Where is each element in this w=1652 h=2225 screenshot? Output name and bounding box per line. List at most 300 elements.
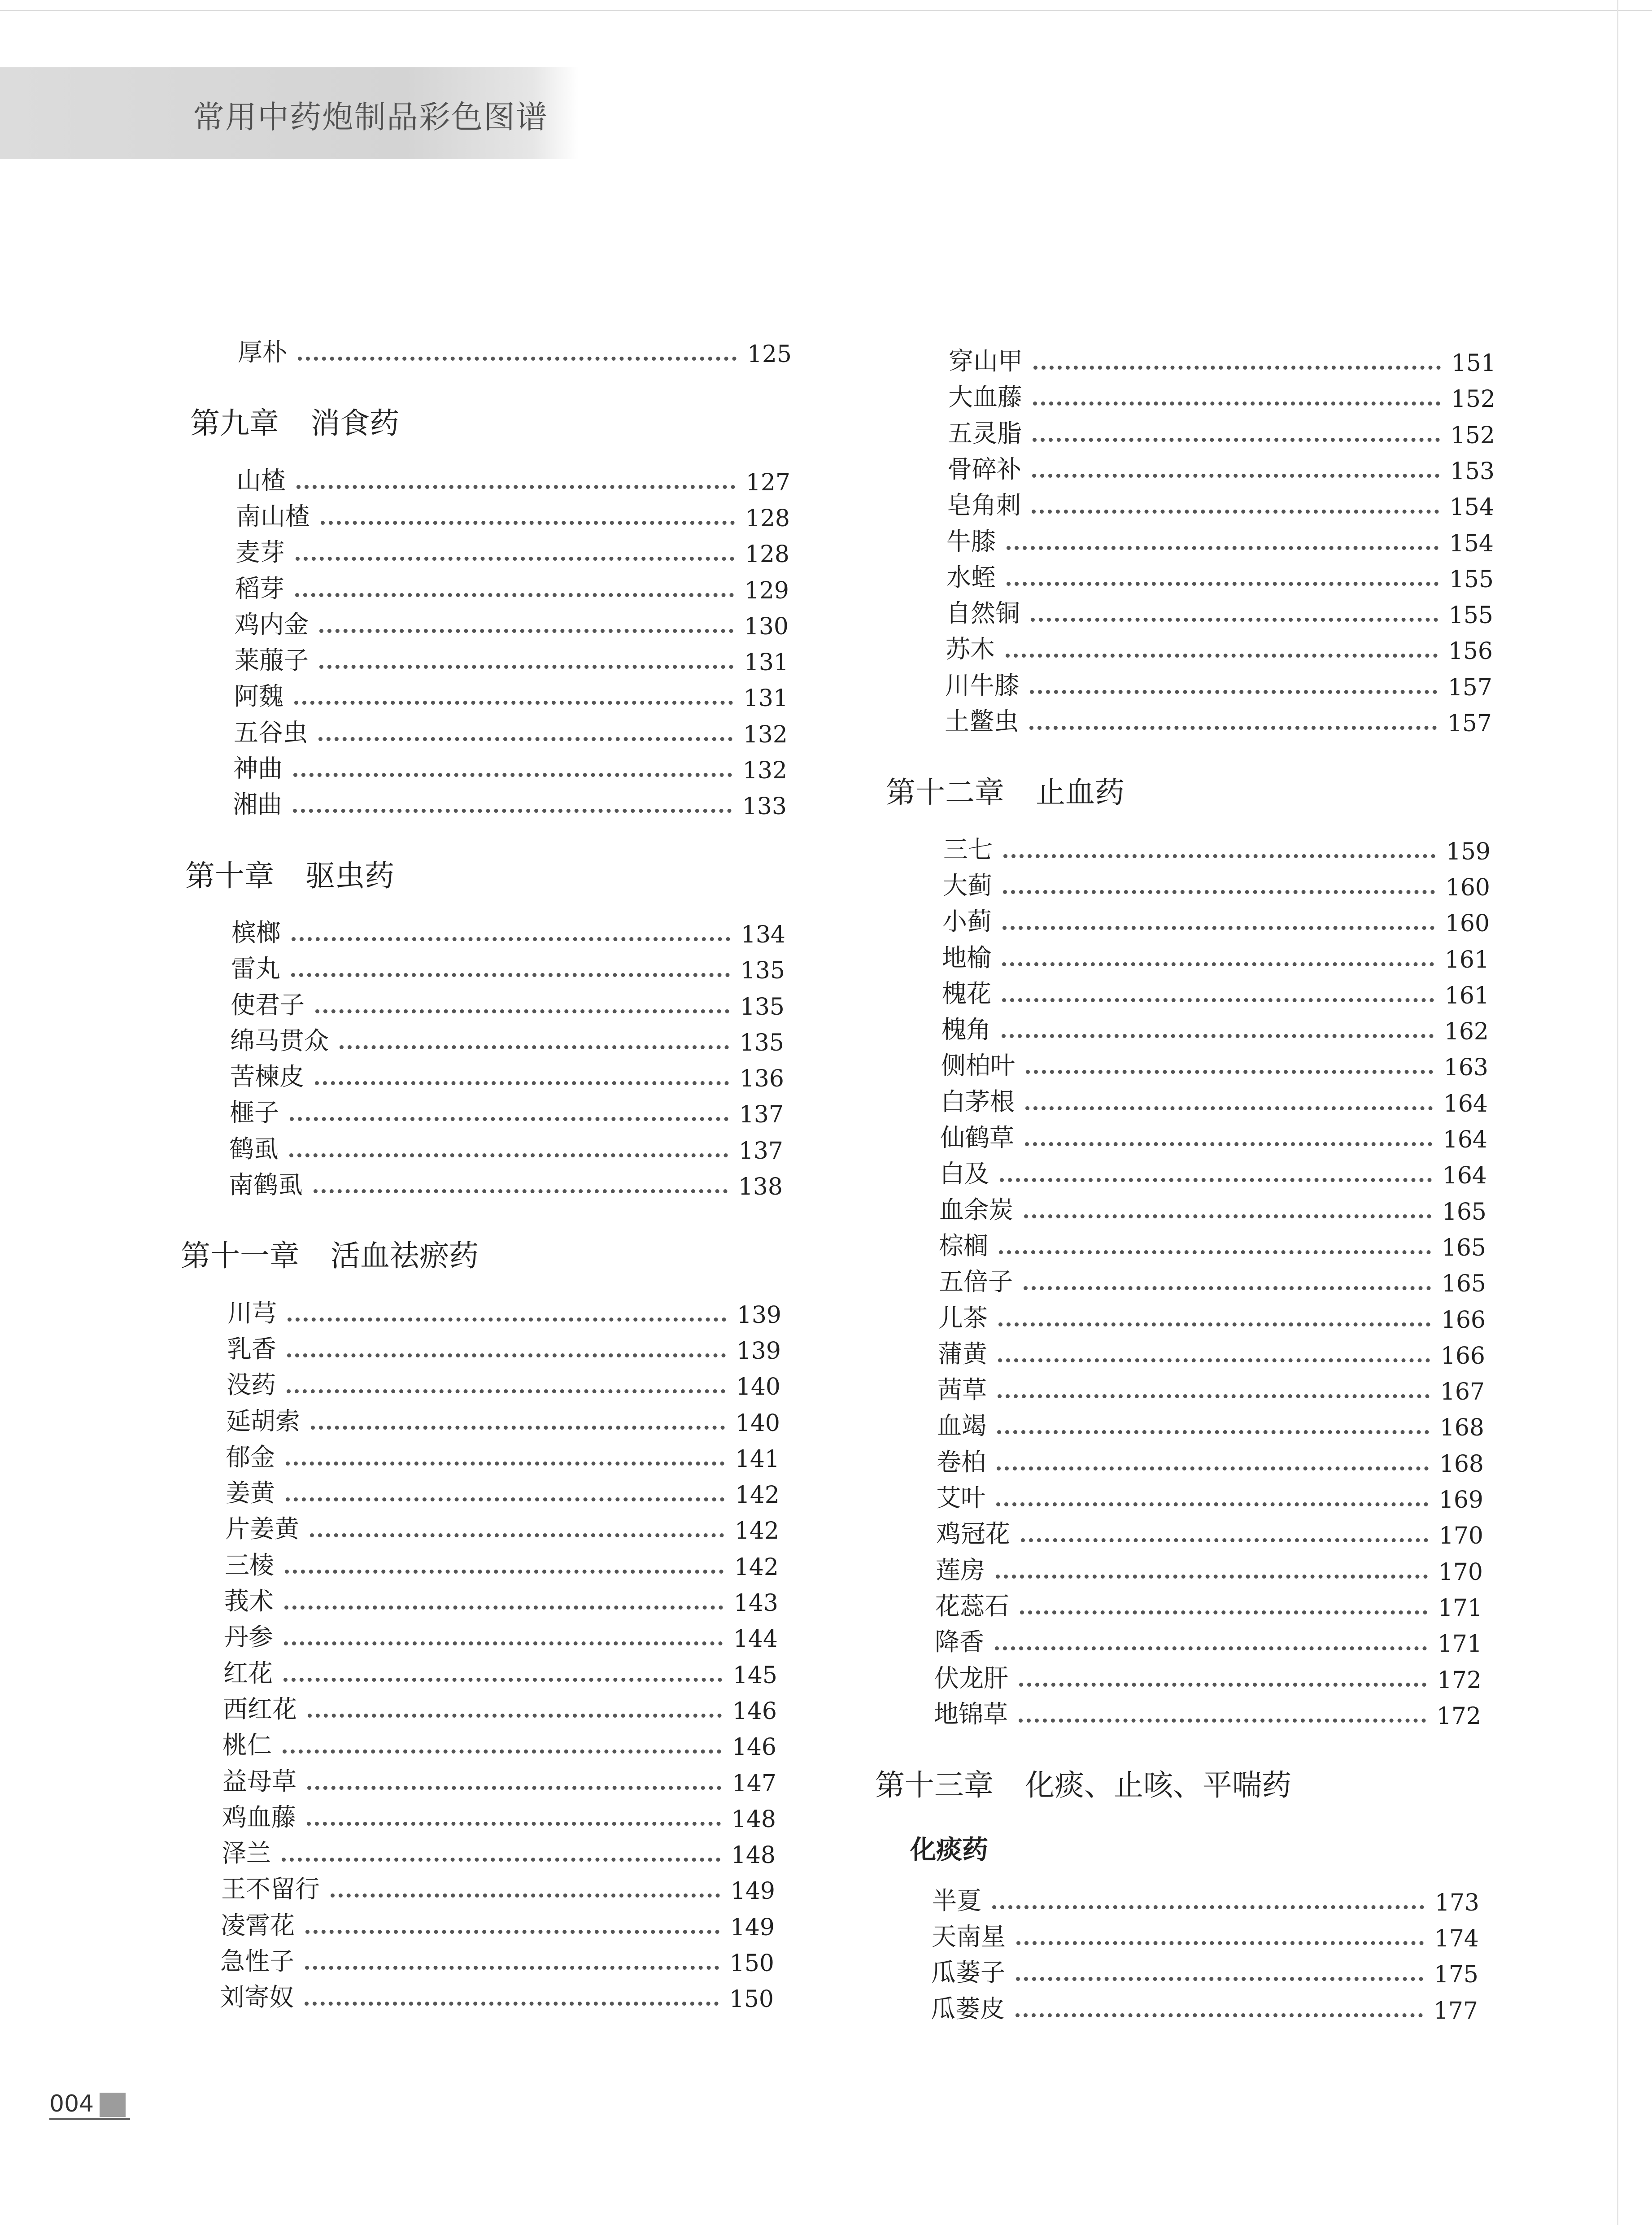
toc-entry — [936, 1514, 1483, 1549]
entry-page-number: 139 — [736, 1337, 781, 1365]
entry-name: 鸡冠花 — [936, 1519, 1011, 1549]
entry-name: 红花 — [223, 1658, 273, 1688]
chapter-title: 消食药 — [310, 406, 399, 441]
entry-page-number: 159 — [1446, 838, 1491, 865]
entry-name: 五谷虫 — [234, 718, 308, 747]
entry-page-number: 157 — [1447, 674, 1492, 701]
toc-entry — [227, 1329, 781, 1365]
dot-leader — [308, 1714, 722, 1718]
toc-entry — [945, 665, 1492, 701]
entry-name: 天南星 — [932, 1922, 1006, 1951]
entry-page-number: 137 — [738, 1137, 783, 1165]
toc-entry — [943, 865, 1490, 901]
entry-name: 白茅根 — [941, 1087, 1015, 1116]
entry-name: 花蕊石 — [935, 1591, 1010, 1620]
entry-page-number: 135 — [739, 1029, 784, 1056]
entry-name: 片姜黄 — [225, 1514, 300, 1544]
toc-entry — [937, 1370, 1485, 1405]
dot-leader — [290, 1117, 728, 1121]
dot-leader — [284, 1641, 723, 1645]
entry-page-number: 155 — [1448, 602, 1493, 629]
toc-entry — [238, 332, 792, 368]
entry-name: 水蛭 — [946, 563, 996, 592]
entry-page-number: 125 — [747, 341, 792, 368]
entry-name: 榧子 — [230, 1098, 279, 1127]
entry-name: 蒲黄 — [938, 1339, 988, 1368]
dot-leader — [311, 1426, 725, 1430]
entry-page-number: 142 — [734, 1553, 779, 1581]
dot-leader — [283, 1749, 721, 1754]
entry-page-number: 166 — [1441, 1306, 1486, 1334]
toc-entry — [222, 1833, 776, 1869]
book-title: 常用中药炮制品彩色图谱 — [193, 99, 548, 135]
entry-page-number: 142 — [734, 1518, 779, 1545]
chapter-number: 第十三章 — [875, 1768, 994, 1803]
dot-leader — [291, 973, 730, 977]
entry-name: 丹参 — [224, 1623, 274, 1652]
dot-leader — [1003, 926, 1434, 930]
entry-page-number: 146 — [732, 1697, 777, 1725]
toc-entry — [226, 1401, 780, 1437]
toc-entry — [231, 948, 785, 984]
entry-page-number: 173 — [1434, 1889, 1479, 1916]
entry-page-number: 152 — [1451, 386, 1495, 413]
entry-page-number: 160 — [1445, 910, 1490, 938]
entry-page-number: 139 — [737, 1301, 781, 1329]
toc-entry — [948, 377, 1495, 413]
entry-page-number: 134 — [741, 921, 785, 948]
toc-entry — [221, 1869, 775, 1905]
dot-leader — [315, 1009, 729, 1013]
entry-name: 地榆 — [942, 943, 992, 972]
entry-name: 泽兰 — [222, 1839, 271, 1868]
dot-leader — [282, 1858, 720, 1862]
dot-leader — [1016, 1977, 1423, 1981]
entry-name: 槟榔 — [231, 918, 281, 947]
dot-leader — [283, 1678, 722, 1682]
dot-leader — [340, 1045, 729, 1049]
toc-entry — [936, 1478, 1483, 1514]
entry-name: 绵马贯众 — [230, 1026, 329, 1055]
entry-page-number: 149 — [730, 1914, 775, 1941]
chapter-title: 驱虫药 — [305, 858, 394, 893]
entry-name: 骨碎补 — [947, 454, 1022, 484]
entry-name: 儿茶 — [938, 1303, 988, 1332]
entry-name: 五灵脂 — [948, 419, 1022, 448]
entry-page-number: 127 — [745, 469, 790, 496]
dot-leader — [287, 1389, 725, 1393]
entry-page-number: 165 — [1441, 1234, 1486, 1261]
chapter-heading — [886, 768, 1125, 811]
dot-leader — [1020, 1610, 1427, 1614]
entry-page-number: 152 — [1450, 422, 1495, 449]
toc-entry — [947, 449, 1495, 485]
entry-page-number: 135 — [740, 993, 785, 1021]
entry-name: 川牛膝 — [945, 671, 1020, 700]
toc-entry — [942, 1009, 1489, 1045]
chapter-title: 止血药 — [1036, 775, 1125, 810]
toc-entry — [230, 1021, 784, 1056]
entry-page-number: 148 — [731, 1806, 776, 1833]
toc-entry — [236, 496, 790, 532]
toc-entry — [229, 1129, 783, 1165]
dot-leader — [997, 1466, 1429, 1470]
entry-name: 降香 — [935, 1627, 985, 1657]
entry-page-number: 166 — [1440, 1342, 1485, 1370]
toc-entry — [948, 413, 1495, 449]
entry-name: 雷丸 — [231, 954, 281, 983]
entry-name: 厚朴 — [238, 338, 288, 366]
entry-name: 川芎 — [227, 1298, 277, 1327]
dot-leader — [289, 1153, 728, 1157]
entry-name: 自然铜 — [946, 599, 1020, 628]
dot-leader — [285, 1570, 724, 1574]
entry-name: 使君子 — [231, 990, 305, 1019]
toc-entry — [223, 1689, 777, 1725]
entry-page-number: 161 — [1444, 982, 1489, 1009]
entry-name: 伏龙肝 — [934, 1663, 1009, 1693]
entry-page-number: 138 — [738, 1174, 783, 1200]
toc-entry — [941, 1082, 1488, 1117]
dot-leader — [996, 1502, 1428, 1506]
entry-page-number: 128 — [745, 505, 790, 532]
toc-entry — [223, 1653, 777, 1689]
toc-entry — [229, 1165, 783, 1200]
entry-name: 鸡血藤 — [222, 1802, 296, 1832]
dot-leader — [307, 1822, 721, 1826]
toc-entry — [932, 1916, 1479, 1952]
entry-name: 艾叶 — [936, 1483, 986, 1512]
entry-name: 乳香 — [227, 1334, 277, 1363]
entry-page-number: 128 — [745, 541, 789, 568]
entry-name: 地锦草 — [934, 1699, 1008, 1728]
toc-entry — [940, 1153, 1487, 1189]
entry-name: 茜草 — [937, 1375, 987, 1405]
dot-leader — [319, 629, 733, 633]
toc-entry — [932, 1880, 1479, 1916]
entry-name: 棕榈 — [939, 1231, 989, 1260]
dot-leader — [1025, 1106, 1433, 1110]
toc-entry — [935, 1622, 1482, 1658]
entry-page-number: 170 — [1438, 1558, 1483, 1586]
toc-entry — [946, 593, 1493, 629]
chapter-heading — [181, 1232, 479, 1274]
dot-leader — [318, 737, 732, 741]
dot-leader — [1007, 546, 1438, 550]
dot-leader — [1006, 654, 1438, 658]
entry-page-number: 164 — [1443, 1090, 1488, 1117]
dot-leader — [294, 701, 733, 705]
toc-entry — [942, 973, 1489, 1009]
entry-name: 槐花 — [942, 979, 992, 1008]
entry-page-number: 130 — [744, 613, 789, 640]
toc-entry — [231, 912, 785, 948]
entry-name: 桃仁 — [222, 1731, 272, 1760]
dot-leader — [1002, 998, 1434, 1002]
subchapter-heading: 化痰药 — [910, 1834, 989, 1865]
entry-name: 鸡内金 — [235, 610, 309, 639]
dot-leader — [293, 809, 732, 813]
entry-page-number: 145 — [732, 1662, 777, 1689]
entry-name: 益母草 — [222, 1767, 297, 1796]
dot-leader — [295, 593, 734, 597]
entry-page-number: 154 — [1449, 530, 1494, 557]
dot-leader — [284, 1605, 723, 1610]
entry-name: 莪术 — [224, 1587, 274, 1615]
dot-leader — [999, 1250, 1431, 1254]
dot-leader — [315, 1081, 729, 1085]
toc-entry — [233, 748, 787, 784]
dot-leader — [305, 1966, 719, 1970]
entry-page-number: 165 — [1442, 1198, 1486, 1226]
page-number-marker — [100, 2093, 126, 2117]
entry-name: 半夏 — [932, 1886, 982, 1915]
toc-entry — [222, 1797, 776, 1833]
toc-entry — [946, 629, 1493, 665]
entry-page-number: 140 — [736, 1374, 780, 1401]
entry-name: 血竭 — [937, 1411, 987, 1440]
dot-leader — [1002, 1034, 1434, 1038]
entry-page-number: 169 — [1438, 1487, 1483, 1514]
entry-name: 麦芽 — [235, 538, 285, 567]
entry-name: 南山楂 — [236, 502, 310, 531]
entry-page-number: 174 — [1434, 1925, 1479, 1952]
dot-leader — [1019, 1683, 1426, 1687]
entry-name: 刘寄奴 — [220, 1983, 294, 2012]
entry-name: 急性子 — [220, 1947, 295, 1976]
page-top-edge — [0, 10, 1652, 11]
entry-page-number: 168 — [1439, 1450, 1484, 1478]
toc-entry — [947, 485, 1494, 521]
entry-name: 牛膝 — [946, 527, 996, 556]
toc-entry — [940, 1117, 1487, 1153]
toc-entry — [931, 1952, 1478, 1988]
entry-name: 神曲 — [233, 754, 283, 783]
toc-entry — [937, 1442, 1484, 1478]
dot-leader — [1033, 401, 1440, 406]
dot-leader — [1029, 726, 1437, 730]
entry-page-number: 172 — [1436, 1702, 1481, 1730]
entry-page-number: 170 — [1438, 1523, 1483, 1550]
entry-page-number: 156 — [1448, 638, 1493, 665]
entry-name: 王不留行 — [221, 1875, 320, 1904]
entry-name: 五倍子 — [939, 1267, 1013, 1296]
toc-entry — [227, 1293, 781, 1329]
entry-page-number: 155 — [1449, 566, 1494, 593]
toc-entry — [946, 521, 1494, 557]
entry-name: 三棱 — [225, 1550, 275, 1579]
entry-name: 湘曲 — [233, 790, 283, 819]
entry-name: 南鹤虱 — [229, 1170, 303, 1199]
entry-name: 阿魏 — [234, 682, 284, 711]
entry-page-number: 157 — [1447, 710, 1492, 737]
entry-name: 瓜蒌子 — [931, 1958, 1006, 1987]
toc-entry — [939, 1190, 1486, 1226]
entry-page-number: 165 — [1441, 1270, 1486, 1298]
entry-page-number: 168 — [1439, 1414, 1484, 1442]
toc-entry — [235, 604, 789, 640]
toc-entry — [943, 829, 1491, 865]
entry-page-number: 161 — [1444, 946, 1489, 973]
entry-page-number: 171 — [1438, 1594, 1482, 1622]
entry-page-number: 171 — [1437, 1631, 1482, 1658]
toc-entry — [224, 1617, 778, 1653]
toc-entry — [935, 1586, 1482, 1622]
chapter-title: 化痰、止咳、平喘药 — [1025, 1768, 1291, 1803]
dot-leader — [1002, 962, 1434, 966]
entry-name: 仙鹤草 — [940, 1123, 1015, 1152]
entry-name: 侧柏叶 — [941, 1051, 1016, 1080]
entry-page-number: 141 — [735, 1445, 780, 1473]
chapter-heading — [190, 399, 399, 442]
dot-leader — [286, 1497, 724, 1501]
entry-page-number: 146 — [732, 1734, 776, 1761]
entry-name: 瓜蒌皮 — [931, 1994, 1005, 2023]
dot-leader — [319, 665, 733, 669]
dot-leader — [1033, 366, 1441, 370]
dot-leader — [995, 1646, 1427, 1650]
dot-leader — [1033, 438, 1440, 442]
entry-name: 卷柏 — [937, 1447, 986, 1476]
toc-entry — [946, 557, 1494, 593]
entry-name: 苦楝皮 — [230, 1062, 305, 1091]
toc-entry — [934, 1658, 1482, 1694]
toc-entry — [236, 460, 790, 496]
dot-leader — [310, 1533, 724, 1537]
dot-leader — [1030, 690, 1437, 694]
entry-name: 莲房 — [936, 1555, 985, 1584]
toc-entry — [931, 1989, 1478, 2024]
entry-name: 山楂 — [236, 466, 286, 495]
chapter-number: 第十一章 — [181, 1239, 299, 1274]
dot-leader — [293, 773, 732, 777]
entry-page-number: 131 — [744, 649, 789, 676]
toc-entry — [226, 1473, 780, 1509]
entry-page-number: 151 — [1451, 350, 1496, 377]
dot-leader — [1003, 890, 1435, 894]
toc-entry — [945, 701, 1492, 737]
toc-entry — [222, 1761, 776, 1797]
dot-leader — [298, 357, 737, 361]
dot-leader — [296, 557, 734, 561]
entry-page-number: 150 — [729, 1950, 774, 1977]
entry-name: 槐角 — [942, 1015, 991, 1044]
entry-name: 西红花 — [223, 1694, 297, 1723]
toc-entry — [939, 1261, 1486, 1297]
entry-name: 穿山甲 — [949, 347, 1023, 375]
entry-page-number: 164 — [1442, 1162, 1487, 1190]
toc-entry — [938, 1334, 1485, 1370]
entry-page-number: 164 — [1443, 1126, 1487, 1153]
toc-entry — [222, 1725, 776, 1761]
dot-leader — [305, 2002, 719, 2006]
dot-leader — [286, 1462, 724, 1466]
toc-entry — [942, 901, 1490, 937]
entry-page-number: 131 — [743, 685, 788, 712]
entry-page-number: 160 — [1445, 874, 1490, 901]
toc-entry — [936, 1550, 1483, 1586]
dot-leader — [1032, 474, 1439, 478]
dot-leader — [1007, 582, 1438, 586]
dot-leader — [998, 1322, 1430, 1326]
entry-name: 姜黄 — [226, 1479, 275, 1508]
dot-leader — [305, 1930, 719, 1934]
entry-page-number: 167 — [1440, 1379, 1485, 1406]
dot-leader — [314, 1189, 728, 1193]
entry-page-number: 163 — [1443, 1054, 1488, 1082]
toc-entry — [234, 676, 788, 712]
toc-entry — [233, 784, 787, 820]
dot-leader — [1031, 618, 1438, 622]
entry-page-number: 136 — [739, 1065, 784, 1093]
entry-name: 延胡索 — [226, 1406, 301, 1435]
toc-entry — [230, 1092, 784, 1128]
toc-entry — [941, 1045, 1488, 1081]
entry-name: 苏木 — [946, 635, 995, 664]
toc-entry — [934, 1694, 1481, 1730]
entry-name: 大蓟 — [943, 871, 993, 900]
entry-page-number: 133 — [742, 793, 787, 820]
page-number: 004 — [49, 2090, 94, 2117]
entry-page-number: 150 — [729, 1986, 774, 2013]
toc-entry — [938, 1298, 1486, 1334]
entry-name: 皂角刺 — [947, 491, 1021, 520]
dot-leader — [1021, 1538, 1428, 1542]
chapter-number: 第十章 — [185, 858, 274, 893]
dot-leader — [998, 1394, 1430, 1398]
entry-page-number: 175 — [1434, 1961, 1478, 1989]
dot-leader — [1016, 1941, 1424, 1945]
dot-leader — [1003, 854, 1435, 858]
entry-name: 大血藤 — [948, 383, 1023, 412]
dot-leader — [1019, 1719, 1426, 1723]
toc-entry — [225, 1545, 779, 1581]
entry-name: 土鳖虫 — [945, 707, 1019, 736]
entry-page-number: 153 — [1450, 458, 1495, 485]
toc-entry — [225, 1509, 779, 1544]
entry-page-number: 129 — [744, 577, 789, 604]
toc-entry — [939, 1226, 1486, 1261]
chapter-number: 第十二章 — [886, 775, 1004, 810]
dot-leader — [287, 1353, 726, 1357]
entry-page-number: 144 — [733, 1626, 778, 1653]
dot-leader — [307, 1786, 721, 1790]
chapter-heading — [875, 1761, 1291, 1804]
dot-leader — [296, 485, 735, 489]
page-number-underline — [49, 2118, 130, 2120]
toc-entry — [226, 1437, 780, 1473]
toc-entry — [220, 1941, 774, 1977]
page-right-edge — [1617, 0, 1618, 2225]
entry-page-number: 137 — [739, 1101, 784, 1129]
entry-page-number: 172 — [1437, 1667, 1482, 1694]
chapter-heading — [185, 852, 394, 894]
toc-entry — [227, 1365, 780, 1400]
dot-leader — [1026, 1070, 1433, 1074]
entry-name: 白及 — [940, 1159, 989, 1188]
entry-page-number: 147 — [732, 1770, 776, 1797]
toc-entry — [234, 712, 788, 748]
dot-leader — [1025, 1142, 1432, 1146]
dot-leader — [331, 1893, 720, 1898]
dot-leader — [996, 1575, 1428, 1579]
chapter-title: 活血祛瘀药 — [331, 1239, 479, 1274]
entry-name: 小蓟 — [942, 907, 992, 936]
dot-leader — [321, 521, 735, 525]
toc-entry — [949, 341, 1496, 377]
dot-leader — [998, 1358, 1430, 1362]
entry-name: 鹤虱 — [229, 1134, 279, 1163]
